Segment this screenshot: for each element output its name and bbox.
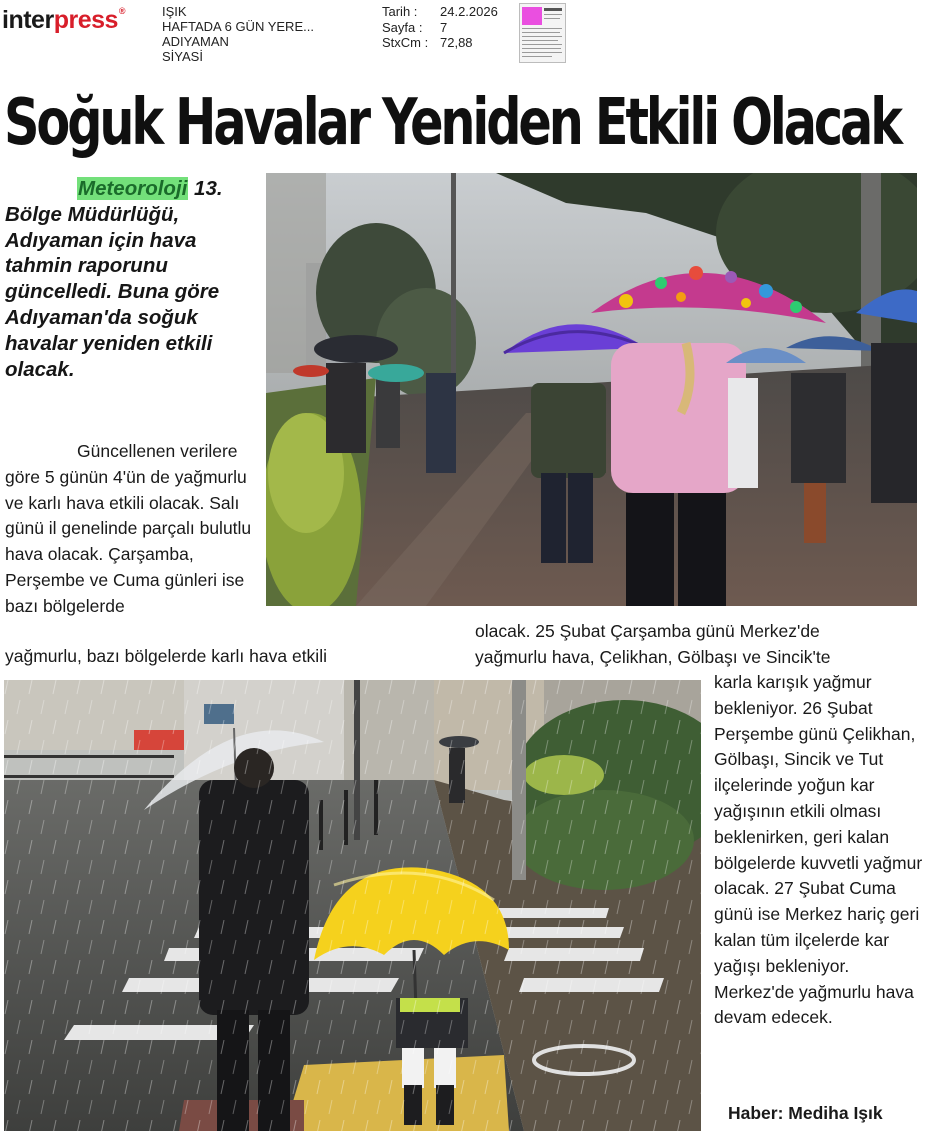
body-line-2: yağmurlu, bazı bölgelerde karlı hava etkili	[5, 646, 327, 666]
body-paragraph-4: karla karışık yağmur bekleniyor. 26 Şubat Perşembe günü Çelikhan, Gölbaşı, Sincik ve Tut ilçelerinde yoğun kar yağışının etkili olması beklenirken, geri kalan bölgelerde kuvvetli yağmur olacak. 27 Şubat Cuma günü ise Merkez hariç geri kalan tüm ilçelerde kar yağışı bekleniyor. Merkez'de yağmurlu hava devam edecek.	[714, 672, 923, 1028]
lead-text: 13. Bölge Müdürlüğü, Adıyaman için hava tahmin raporunu güncelledi. Buna göre Adıyaman'da soğuk havalar yeniden etkili olacak.	[5, 177, 223, 381]
meta-label: Tarih :	[382, 4, 418, 19]
body-line-3b: yağmurlu hava, Çelikhan, Gölbaşı ve Sincik'te	[475, 646, 831, 667]
headline: Soğuk Havalar Yeniden Etkili Olacak	[4, 86, 900, 160]
registered-mark: ®	[118, 6, 126, 16]
meta-label: StxCm :	[382, 35, 429, 50]
byline: Haber: Mediha Işık	[728, 1103, 883, 1123]
photo-rainy-street	[266, 173, 917, 606]
meta-label: Sayfa :	[382, 19, 423, 35]
meta-value: 72,88	[440, 35, 473, 50]
page-thumbnail[interactable]	[519, 3, 566, 63]
body-line-3a: olacak. 25 Şubat Çarşamba günü Merkez'de	[475, 621, 820, 641]
publication-city: ADIYAMAN	[162, 34, 229, 49]
meta-value: 7	[440, 19, 448, 35]
meta-row-stxcm	[382, 35, 498, 51]
meta-row-date	[382, 4, 498, 20]
meta-value: 24.2.2026	[440, 4, 498, 19]
logo-inter: inter	[2, 6, 54, 34]
publication-info	[162, 4, 314, 64]
body-text-1: Güncellenen verilere göre 5 günün 4'ün de yağmurlu ve karlı hava etkili olacak. Salı günü il genelinde parçalı bulutlu hava olacak. Çarşamba, Perşembe ve Cuma günleri ise bazı bölgelerde	[5, 441, 252, 616]
lead-paragraph	[5, 176, 263, 382]
logo-press: press	[53, 6, 118, 34]
interpress-logo	[2, 6, 125, 35]
clipping-meta	[382, 4, 498, 51]
keyword-highlight: Meteoroloji	[78, 177, 188, 200]
body-lines-3	[475, 619, 915, 671]
publication-section: SİYASİ	[162, 49, 203, 64]
meta-row-page	[382, 20, 498, 36]
publication-frequency: HAFTADA 6 GÜN YERE...	[162, 19, 314, 34]
body-paragraph-1	[5, 439, 263, 620]
photo-crosswalk-umbrellas	[4, 680, 701, 1131]
publication-name: IŞIK	[162, 4, 187, 19]
